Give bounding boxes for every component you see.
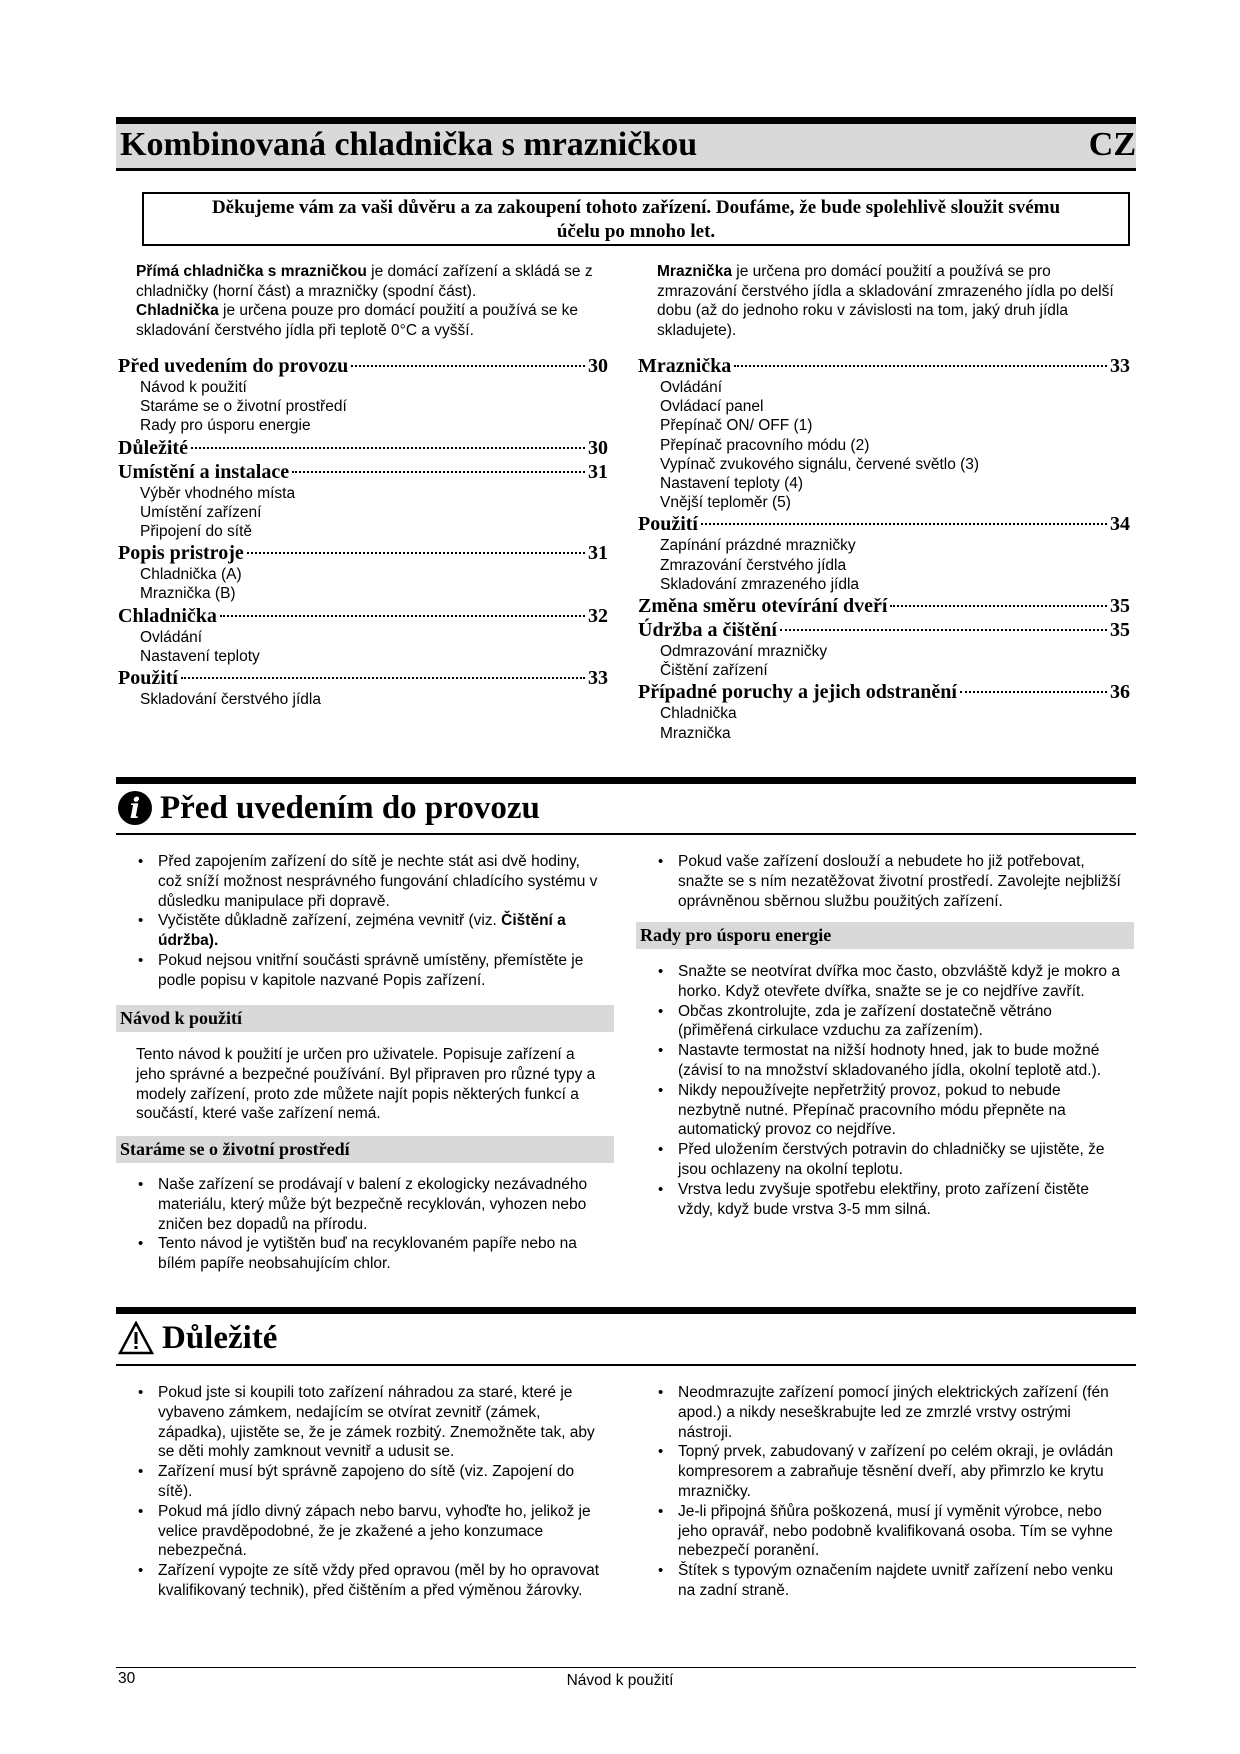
page-title: Kombinovaná chladnička s mrazničkou <box>120 126 698 163</box>
toc-subentry: Zapínání prázdné mrazničky <box>660 537 856 555</box>
list-item: • Občas zkontrolujte, zda je zařízení dostatečně větráno (přiměřená cirkulace vzduchu za zařízením). <box>656 1002 1126 1042</box>
toc-subentry: Připojení do sítě <box>140 523 253 541</box>
toc-subentry: Přepínač ON/ OFF (1) <box>660 417 813 435</box>
list-item: • Je-li připojná šňůra poškozená, musí jí vyměnit výrobce, nebo jeho opravář, nebo podobně kvalifikovaná osoba. Tím se vyhne nebezpečí poranění. <box>656 1502 1126 1561</box>
toc-entry-title: Mraznička <box>638 355 732 377</box>
energy-saving-bullets <box>656 962 1126 1219</box>
section2-top-rule <box>116 1307 1136 1314</box>
toc-entry-title: Důležité <box>118 436 188 459</box>
toc-entry-title: Popis pristroje <box>118 542 244 565</box>
list-item <box>136 852 606 911</box>
intro-left <box>136 262 606 340</box>
toc-leader <box>220 615 585 617</box>
list-item: • Pokud má jídlo divný zápach nebo barvu, vyhoďte ho, jelikož je velice pravděpodobné, že je zkažené a jeho konzumace nebezpečná. <box>136 1502 606 1561</box>
toc-subentry: Přepínač pracovního módu (2) <box>660 436 870 454</box>
toc-subentry: Mraznička <box>660 724 731 742</box>
intro-left-bold-1: Přímá chladnička s mrazničkou <box>136 263 367 280</box>
intro-left-text-2: je určena pouze pro domácí použití a používá se ke skladování čerstvého jídla při teplotě 0°C a vyšší. <box>136 302 579 339</box>
toc-entry-page: 33 <box>1110 355 1130 377</box>
list-item: • Zařízení vypojte ze sítě vždy před opravou (měl by ho opravovat kvalifikovaný technik), před čištěním a před výměnou žárovky. <box>136 1561 606 1601</box>
toc-subentry: Mraznička (B) <box>140 585 236 603</box>
list-item: • Pokud vaše zařízení doslouží a nebudete ho již potřebovat, snažte se s ním nezatěžovat životní prostředí. Zavolejte nejbližší oprávněnou sběrnou službu použitých zařízení. <box>656 852 1126 911</box>
toc-entry-title: Chladnička <box>118 604 217 627</box>
footer-label: Návod k použití <box>566 1672 674 1689</box>
list-item: • Topný prvek, zabudovaný v zařízení po celém okraji, je ovládán kompresorem a zabraňuje těsnění dveří, aby přimrzlo ke krytu mrazničky. <box>656 1442 1126 1501</box>
toc-subentry: Chladnička <box>660 705 737 723</box>
list-item: • Naše zařízení se prodávají v balení z ekologicky nezávadného materiálu, který může být bezpečně recyklován, vyhozen nebo zničen bez dopadů na přírodu. <box>136 1175 606 1234</box>
list-item <box>136 951 606 991</box>
list-item: • Neodmrazujte zařízení pomocí jiných elektrických zařízení (fén apod.) a nikdy neseškrabujte led ze zmrzlé vrstvy ostrými nástroji. <box>656 1383 1126 1442</box>
toc-entry <box>118 460 608 484</box>
toc-subentry: Umístění zařízení <box>140 503 262 521</box>
section1-heading <box>118 786 540 830</box>
toc-entry <box>118 666 608 690</box>
subheading-environment: Staráme se o životní prostředí <box>116 1136 614 1163</box>
toc-entry-page: 30 <box>588 436 608 459</box>
toc-subentry: Ovládání <box>660 379 723 396</box>
thanks-line-1: Děkujeme vám za vaši důvěru a za zakoupení tohoto zařízení. Doufáme, že bude spolehlivě sloužit svému <box>211 197 1061 218</box>
section2-title: Důležité <box>162 1319 278 1356</box>
toc-subentry: Čištění zařízení <box>660 662 768 680</box>
toc-subentry: Vypínač zvukového signálu, červené světlo (3) <box>660 455 980 473</box>
toc-entry-title: Údržba a čištění <box>638 619 777 642</box>
toc-entry-title: Použití <box>118 667 178 690</box>
section2-heading <box>118 1316 277 1360</box>
list-item: • Snažte se neotvírat dvířka moc často, obzvláště když je mokro a horko. Když otevřete dvířka, snažte se je co nejdříve zavřít. <box>656 962 1126 1002</box>
title-top-rule <box>116 117 1136 124</box>
bullet-bold: Čištění a údržba). <box>158 912 566 950</box>
toc-entry-page: 35 <box>1110 619 1130 642</box>
toc-subentry: Odmrazování mrazničky <box>660 643 828 661</box>
toc-leader <box>247 552 585 554</box>
toc-leader <box>890 605 1107 607</box>
language-code: CZ <box>1088 126 1136 163</box>
list-item: • Nastavte termostat na nižší hodnoty hned, jak to bude možné (závisí to na množství skladovaného jídla, okolní teplotě atd.). <box>656 1041 1126 1081</box>
subheading-usage-guide: Návod k použití <box>116 1005 614 1032</box>
toc-entry <box>638 594 1130 618</box>
toc-entry <box>638 354 1130 378</box>
toc-subentry: Staráme se o životní prostředí <box>140 398 347 416</box>
toc-subentry: Výběr vhodného místa <box>140 484 296 502</box>
section1-left-bullets <box>136 852 606 991</box>
toc-entry-page: 34 <box>1110 513 1130 536</box>
intro-right-bold-1: Mraznička <box>657 263 732 280</box>
toc-leader <box>780 629 1107 631</box>
toc-left-column <box>118 354 608 709</box>
section1-right-bullets <box>656 852 1126 911</box>
toc-entry-page: 36 <box>1110 681 1130 704</box>
toc-leader <box>292 471 585 473</box>
toc-entry-title: Případné poruchy a jejich odstranění <box>638 681 957 704</box>
toc-subentry: Vnější teploměr (5) <box>660 494 791 512</box>
subheading-energy-saving: Rady pro úsporu energie <box>636 922 1134 949</box>
toc-entry-title: Umístění a instalace <box>118 460 290 483</box>
warning-icon <box>118 1321 154 1355</box>
toc-subentry: Ovládání <box>140 628 203 646</box>
toc-entry-title: Použití <box>638 513 698 536</box>
list-item: • Štítek s typovým označením najdete uvnitř zařízení nebo venku na zadní straně. <box>656 1561 1126 1601</box>
toc-entry <box>118 354 608 378</box>
toc-right-column <box>638 354 1130 743</box>
toc-subentry: Nastavení teploty (4) <box>660 475 804 493</box>
toc-entry <box>118 436 608 460</box>
intro-right-text-1: je určena pro domácí použití a používá se pro zmrazování čerstvého jídla a skladování zmrazeného jídla po delší dobu (až do jednoho roku v závislosti na tom, jaký druh jídla skladujete). <box>657 263 1114 339</box>
usage-guide-text: Tento návod k použití je určen pro uživatele. Popisuje zařízení a jeho správné a bezpečné používání. Byl připraven pro různé typy a modely zařízení, proto zde můžete najít popis některých funkcí a součástí, které vaše zařízení nemá. <box>136 1046 596 1123</box>
list-item: • Před uložením čerstvých potravin do chladničky se ujistěte, že jsou ochlazeny na okolní teplotu. <box>656 1140 1126 1180</box>
toc-entry <box>638 680 1130 704</box>
bullet-text: Vyčistěte důkladně zařízení, zejména vevnitř (viz. <box>158 912 502 930</box>
list-item: • Pokud jste si koupili toto zařízení náhradou za staré, které je vybaveno zámkem, nedajícím se otvírat zevnitř (zámek, západka), ujistěte se, že je zámek rozbitý. Znemožněte tak, aby se děti mohly zamknout vevnitř a udusit se. <box>136 1383 606 1462</box>
toc-subentry: Skladování čerstvého jídla <box>140 691 321 709</box>
toc-entry <box>638 618 1130 642</box>
section1-bottom-rule <box>116 833 1136 835</box>
toc-subentry: Návod k použití <box>140 379 247 396</box>
list-item <box>136 911 606 951</box>
intro-left-bold-2: Chladnička <box>136 302 219 319</box>
section2-bottom-rule <box>116 1364 1136 1366</box>
toc-entry-title: Před uvedením do provozu <box>118 355 349 377</box>
toc-entry <box>638 512 1130 536</box>
toc-subentry: Ovládací panel <box>660 398 764 416</box>
section2-left-bullets <box>136 1383 606 1601</box>
bullet-text: Pokud nejsou vnitřní součásti správně umístěny, přemístěte je podle popisu v kapitole nazvané Popis zařízení. <box>158 951 584 989</box>
page-number: 30 <box>118 1670 136 1687</box>
environment-bullets <box>136 1175 606 1274</box>
list-item: • Vrstva ledu zvyšuje spotřebu elektřiny, proto zařízení čistěte vždy, když bude vrstva 3-5 mm silná. <box>656 1180 1126 1220</box>
intro-left-text-1: je domácí zařízení a skládá se z chladničky (horní část) a mrazničky (spodní část). <box>136 263 593 300</box>
toc-leader <box>351 365 585 367</box>
title-bottom-rule <box>116 168 1136 171</box>
section1-top-rule <box>116 777 1136 784</box>
toc-entry-page: 35 <box>1110 595 1130 618</box>
toc-entry-title: Změna směru otevírání dveří <box>638 595 888 618</box>
toc-entry-page: 31 <box>588 542 608 565</box>
thanks-message <box>150 196 1122 244</box>
toc-leader <box>701 523 1107 525</box>
list-item: • Tento návod je vytištěn buď na recyklovaném papíře nebo na bílém papíře neobsahujícím chlor. <box>136 1234 606 1274</box>
toc-leader <box>191 447 585 449</box>
list-item: • Nikdy nepoužívejte nepřetržitý provoz, pokud to nebude nezbytně nutné. Přepínač pracovního módu přepněte na automatický provoz co nejdříve. <box>656 1081 1126 1140</box>
toc-entry-page: 31 <box>588 460 608 483</box>
toc-subentry: Zmrazování čerstvého jídla <box>660 556 847 574</box>
footer-rule <box>116 1667 1136 1668</box>
toc-leader <box>734 365 1107 367</box>
toc-entry-page: 32 <box>588 604 608 627</box>
list-item: • Zařízení musí být správně zapojeno do sítě (viz. Zapojení do sítě). <box>136 1462 606 1502</box>
info-icon: i <box>118 791 152 825</box>
bullet-text: Před zapojením zařízení do sítě je nechte stát asi dvě hodiny, což sníží možnost nesprávného fungování chladícího systému v důsledku manipulace při dopravě. <box>158 853 598 910</box>
toc-leader <box>181 677 585 679</box>
toc-subentry: Rady pro úsporu energie <box>140 417 311 435</box>
toc-entry-page: 33 <box>588 667 608 690</box>
intro-right <box>657 262 1123 340</box>
toc-entry <box>118 604 608 628</box>
section2-right-bullets <box>656 1383 1126 1601</box>
thanks-line-2: účelu po mnoho let. <box>556 221 716 242</box>
section1-title: Před uvedením do provozu <box>160 789 540 826</box>
toc-leader <box>960 691 1107 693</box>
toc-subentry: Nastavení teploty <box>140 647 260 665</box>
toc-entry-page: 30 <box>588 355 608 377</box>
toc-subentry: Chladnička (A) <box>140 566 242 584</box>
toc-subentry: Skladování zmrazeného jídla <box>660 575 860 593</box>
toc-entry <box>118 541 608 565</box>
